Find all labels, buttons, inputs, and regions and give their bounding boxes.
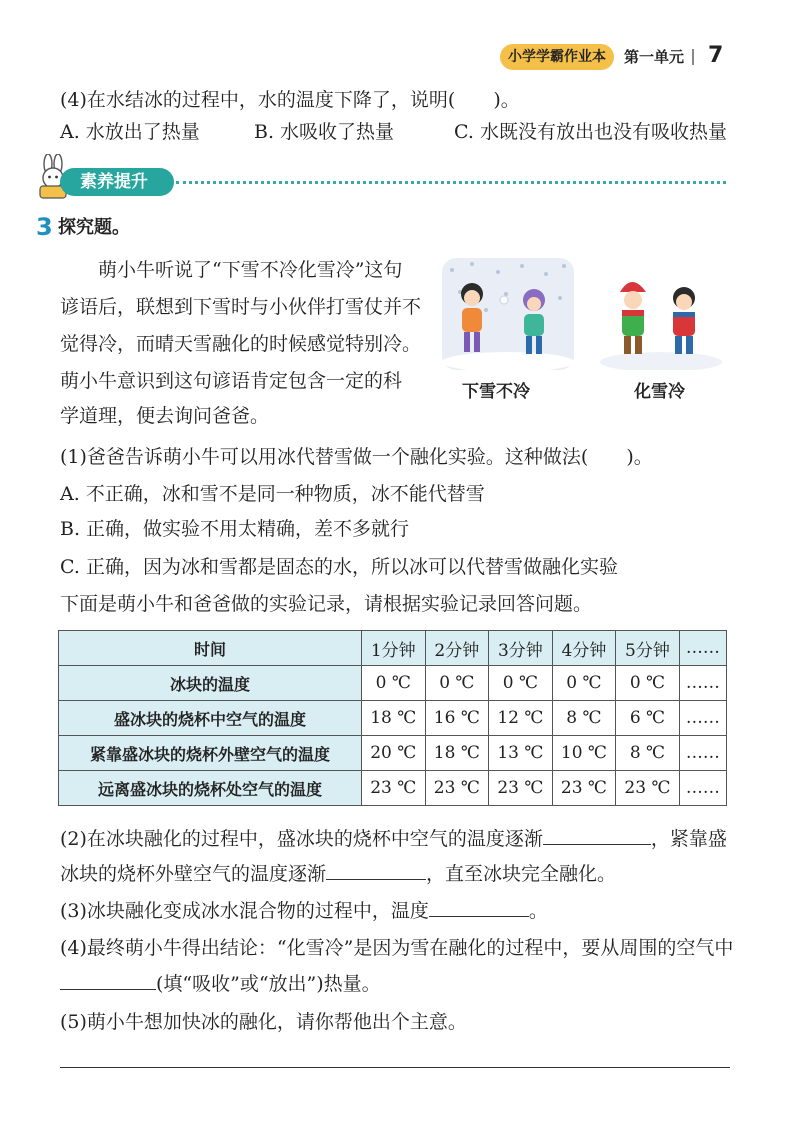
table-header-cell: 1分钟 [362,631,426,666]
table-header-cell: …… [679,631,726,666]
q4-option-c: C. 水既没有放出也没有吸收热量 [454,121,727,143]
table-cell: 0 ℃ [362,666,426,701]
table-header-cell: 4分钟 [552,631,616,666]
table-cell: 0 ℃ [425,666,489,701]
sub2-text-b: ，紧靠盛 [650,828,727,850]
sub4-blank[interactable] [60,970,156,990]
page-number: 7 [708,43,724,68]
table-row-label: 远离盛冰块的烧杯处空气的温度 [59,771,362,806]
caption-melting: 化雪冷 [634,382,685,402]
table-row [59,701,727,736]
header-divider [692,49,694,65]
sub1-option-c: C. 正确，因为冰和雪都是固态的水，所以冰可以代替雪做融化实验 [60,556,618,578]
sub5-stem: (5)萌小牛想加快冰的融化，请你帮他出个主意。 [60,1011,467,1033]
sub2-text-a: (2)在冰块融化的过程中，盛冰块的烧杯中空气的温度逐渐 [60,828,543,850]
table-row [59,666,727,701]
table-cell: 12 ℃ [489,701,553,736]
table-cell: …… [679,736,726,771]
table-cell: 23 ℃ [552,771,616,806]
snowing-children-illustration [442,258,574,370]
workbook-badge: 小学学霸作业本 [500,44,614,70]
q4-option-b: B. 水吸收了热量 [254,121,395,143]
sub2-blank-1[interactable] [543,825,651,845]
table-cell: 18 ℃ [362,701,426,736]
table-cell: 23 ℃ [489,771,553,806]
table-cell: 8 ℃ [616,736,680,771]
table-header-cell: 3分钟 [489,631,553,666]
passage-line-4: 萌小牛意识到这句谚语肯定包含一定的科 [60,370,403,392]
sub2-text-d: ，直至冰块完全融化。 [426,863,617,885]
q4-option-a: A. 水放出了热量 [60,121,200,143]
unit-label: 第一单元 [624,48,685,66]
question-title: 探究题。 [58,217,130,238]
table-header-cell: 5分钟 [616,631,680,666]
sub2-line-1 [60,825,727,853]
table-cell: …… [679,666,726,701]
section-title: 素养提升 [60,168,174,196]
table-cell: 8 ℃ [552,701,616,736]
sub3-text-b: 。 [528,900,548,922]
table-cell: …… [679,701,726,736]
sub1-option-a: A. 不正确，冰和雪不是同一种物质，冰不能代替雪 [60,483,485,505]
sub2-line-2 [60,860,616,888]
table-cell: …… [679,771,726,806]
sub3-line [60,897,548,925]
question-number: 3 [36,213,53,241]
table-intro: 下面是萌小牛和爸爸做的实验记录，请根据实验记录回答问题。 [60,593,593,615]
sub3-blank[interactable] [429,897,529,917]
passage-line-2: 谚语后，联想到下雪时与小伙伴打雪仗并不 [60,296,422,318]
table-cell: 13 ℃ [489,736,553,771]
sub4-line-2 [60,970,381,998]
section-dotted-rule [176,181,726,184]
sub4-text-b: (填“吸收”或“放出”)热量。 [156,973,381,995]
sub4-line-1: (4)最终萌小牛得出结论：“化雪冷”是因为雪在融化的过程中，要从周围的空气中 [60,937,734,959]
sub1-option-b: B. 正确，做实验不用太精确，差不多就行 [60,518,410,540]
passage-line-3: 觉得冷，而晴天雪融化的时候感觉特别冷。 [60,333,422,355]
sub2-text-c: 冰块的烧杯外壁空气的温度逐渐 [60,863,327,885]
table-cell: 10 ℃ [552,736,616,771]
sub1-stem: (1)爸爸告诉萌小牛可以用冰代替雪做一个融化实验。这种做法( )。 [60,446,653,468]
sub3-text-a: (3)冰块融化变成冰水混合物的过程中，温度 [60,900,429,922]
table-cell: 16 ℃ [425,701,489,736]
table-cell: 0 ℃ [489,666,553,701]
sub2-blank-2[interactable] [326,860,426,880]
passage-line-5: 学道理，便去询问爸爸。 [60,405,270,427]
table-header-cell: 2分钟 [425,631,489,666]
passage-line-1: 萌小牛听说了“下雪不冷化雪冷”这句 [98,259,403,281]
table-header-cell: 时间 [59,631,362,666]
table-cell: 0 ℃ [552,666,616,701]
table-row-label: 盛冰块的烧杯中空气的温度 [59,701,362,736]
table-cell: 6 ℃ [616,701,680,736]
q4-stem: (4)在水结冰的过程中，水的温度下降了，说明( )。 [60,89,520,111]
experiment-record-table [58,630,727,806]
table-cell: 0 ℃ [616,666,680,701]
table-row [59,736,727,771]
table-cell: 23 ℃ [362,771,426,806]
table-row-label: 冰块的温度 [59,666,362,701]
melting-snow-illustration [600,258,722,370]
table-row-label: 紧靠盛冰块的烧杯外壁空气的温度 [59,736,362,771]
sub5-answer-line[interactable] [60,1067,730,1068]
caption-snowing: 下雪不冷 [462,382,530,402]
table-header-row [59,631,727,666]
table-cell: 18 ℃ [425,736,489,771]
table-row [59,771,727,806]
table-cell: 20 ℃ [362,736,426,771]
table-cell: 23 ℃ [425,771,489,806]
table-cell: 23 ℃ [616,771,680,806]
